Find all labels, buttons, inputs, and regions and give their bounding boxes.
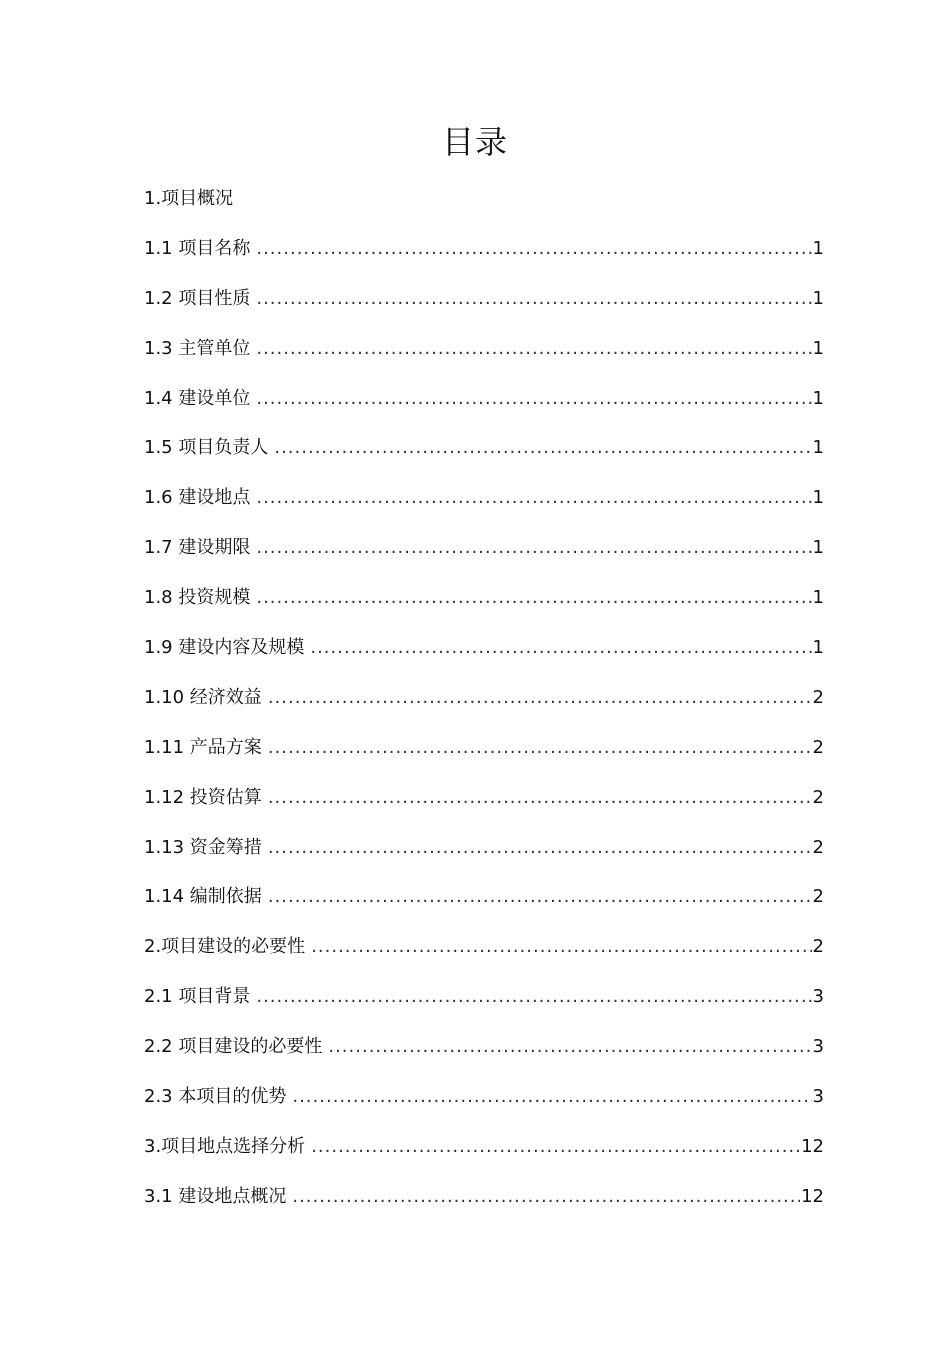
toc-entry-label: 1.3 主管单位 [144,337,251,359]
toc-entry-page: 1 [812,636,824,658]
toc-entry[interactable] [144,1072,824,1122]
toc-leader-dots [256,586,811,610]
toc-leader-dots [274,436,811,460]
toc-title: 目录 [441,123,508,161]
toc-leader-dots [256,486,811,510]
toc-entry-label: 1.9 建设内容及规模 [144,636,305,658]
toc-entry[interactable] [144,1172,824,1222]
toc-entry-label: 1.项目概况 [144,187,234,209]
toc-entry[interactable] [144,573,824,623]
toc-leader-dots [256,287,811,311]
toc-leader-dots [268,736,812,760]
toc-entry[interactable] [144,523,824,573]
toc-entry-page: 1 [812,387,824,409]
toc-entry-label: 1.12 投资估算 [144,786,262,808]
toc-entry[interactable] [144,623,824,673]
toc-entry-page: 1 [812,537,824,559]
toc-entry[interactable] [144,673,824,723]
toc-list [144,174,824,1222]
toc-entry-page: 3 [812,1085,824,1107]
toc-entry-label: 1.13 资金筹措 [144,836,262,858]
toc-entry[interactable] [144,922,824,972]
toc-entry-page: 1 [812,587,824,609]
toc-entry[interactable] [144,972,824,1022]
toc-entry-page: 1 [812,237,824,259]
toc-entry-page: 2 [812,686,824,708]
toc-leader-dots [311,935,811,959]
toc-entry[interactable] [144,224,824,274]
toc-entry-page: 2 [812,936,824,958]
toc-entry[interactable] [144,324,824,374]
toc-entry-page: 2 [812,836,824,858]
toc-entry-page: 1 [812,287,824,309]
toc-entry-page: 1 [812,487,824,509]
toc-leader-dots [256,337,811,361]
toc-entry-page: 3 [812,986,824,1008]
toc-entry-label: 1.14 编制依据 [144,886,262,908]
toc-entry-label: 1.2 项目性质 [144,287,251,309]
toc-entry[interactable] [144,823,824,873]
toc-entry-label: 1.10 经济效益 [144,686,262,708]
toc-entry-label: 3.1 建设地点概况 [144,1185,287,1207]
toc-entry-page: 2 [812,886,824,908]
toc-entry[interactable] [144,1022,824,1072]
toc-entry-label: 1.11 产品方案 [144,736,262,758]
toc-leader-dots [268,885,812,909]
toc-leader-dots [268,686,812,710]
toc-entry-page: 2 [812,786,824,808]
toc-entry-page: 12 [801,1135,824,1157]
toc-entry[interactable] [144,274,824,324]
toc-entry-page: 12 [801,1185,824,1207]
toc-entry-page: 1 [812,437,824,459]
toc-entry[interactable] [144,872,824,922]
toc-entry-page: 2 [812,736,824,758]
toc-entry-label: 2.3 本项目的优势 [144,1085,287,1107]
toc-entry[interactable] [144,423,824,473]
toc-leader-dots [292,1185,800,1209]
toc-entry-page: 1 [812,337,824,359]
toc-entry-label: 1.8 投资规模 [144,587,251,609]
toc-entry[interactable] [144,473,824,523]
toc-entry-label: 1.5 项目负责人 [144,437,269,459]
toc-leader-dots [268,836,812,860]
toc-entry[interactable] [144,374,824,424]
toc-leader-dots [328,1035,811,1059]
toc-leader-dots [311,1135,800,1159]
toc-entry[interactable] [144,773,824,823]
toc-leader-dots [268,786,812,810]
toc-leader-dots [256,536,811,560]
toc-entry-label: 2.2 项目建设的必要性 [144,1036,323,1058]
toc-entry-label: 1.7 建设期限 [144,537,251,559]
toc-entry-label: 1.1 项目名称 [144,237,251,259]
toc-entry-label: 2.1 项目背景 [144,986,251,1008]
toc-leader-dots [256,237,811,261]
toc-entry[interactable] [144,1122,824,1172]
toc-entry-label: 1.6 建设地点 [144,487,251,509]
toc-entry[interactable] [144,723,824,773]
toc-leader-dots [256,985,811,1009]
toc-leader-dots [292,1085,811,1109]
toc-leader-dots [256,387,811,411]
toc-entry-label: 1.4 建设单位 [144,387,251,409]
toc-entry[interactable] [144,174,824,224]
toc-entry-label: 2.项目建设的必要性 [144,936,306,958]
toc-leader-dots [310,636,811,660]
toc-entry-label: 3.项目地点选择分析 [144,1135,306,1157]
toc-entry-page: 3 [812,1036,824,1058]
